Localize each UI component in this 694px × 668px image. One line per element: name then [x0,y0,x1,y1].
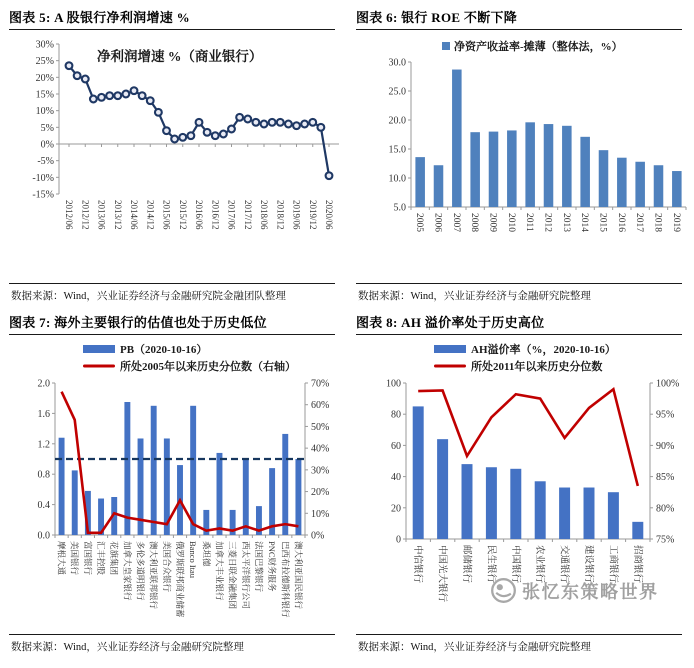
data-point [131,87,138,94]
data-point [261,121,268,128]
axis-tick-label: 95% [656,409,675,421]
watermark [490,577,659,604]
data-point [82,76,89,83]
axis-tick-label: 10% [311,508,330,520]
bar [632,522,643,539]
axis-tick-label: 20 [391,503,401,515]
data-point [139,92,146,99]
data-point [106,92,113,99]
bar [580,137,590,207]
x-axis-label: 建设银行 [583,545,593,584]
bar [562,126,572,207]
axis-tick-label: 25.0 [388,86,406,98]
legend-label: 所处2011年以来历史分位数 [471,361,603,373]
axis-tick-label: 30% [311,465,330,477]
x-axis-label: 2015 [597,213,608,232]
source-note: 数据来源：Wind，兴业证券经济与金融研究院整理 [358,291,591,302]
data-point [187,132,194,139]
data-point [309,119,316,126]
axis-tick-label: 20.0 [388,115,406,127]
x-axis-label: 三菱日联金融集团 [227,541,238,610]
data-point [122,91,129,98]
axis-tick-label: 5.0 [393,202,406,214]
x-axis-label: 邮储银行 [461,545,471,584]
page-title: 图表 7: 海外主要银行的估值也处于历史低位 [9,315,267,330]
data-point [171,136,178,143]
axis-tick-label: 30% [35,39,54,51]
data-point [293,122,300,129]
data-point [212,132,219,139]
x-axis-label: 2006 [432,213,443,232]
bar [654,165,664,207]
data-point [179,134,186,141]
bar [243,459,249,535]
axis-tick-label: 0% [40,139,54,151]
axis-tick-label: 50% [311,421,330,433]
axis-tick-label: 20% [311,487,330,499]
x-axis-label: 2013 [560,213,571,232]
axis-tick-label: 85% [656,472,675,484]
data-point [301,121,308,128]
x-axis-label: PNC财务服务 [267,541,278,592]
x-axis-label: 2019/06 [291,200,302,230]
x-axis-label: 招商银行 [631,545,642,584]
x-axis-label: 民生银行 [485,545,496,584]
bar [413,406,424,539]
bar [584,488,595,539]
legend-marker [83,365,115,368]
x-axis-label: 2012 [542,213,553,232]
bar [470,132,480,207]
x-axis-label: 澳大利亚国民银行 [293,541,304,610]
legend-label: PB（2020-10-16） [120,344,208,356]
bar [462,464,473,539]
data-point [114,92,121,99]
divider [356,334,682,335]
x-axis-label: 中国光大银行 [436,545,447,603]
bar [295,459,301,535]
bar [608,492,619,539]
axis-tick-label: 80 [391,409,401,421]
data-point [252,119,259,126]
x-axis-label: 加拿大皇家银行 [122,541,133,601]
axis-tick-label: 100 [386,378,401,390]
net-profit-growth-chart [9,32,356,282]
axis-tick-label: 10% [35,106,54,118]
x-axis-label: 多伦多道明银行 [135,541,146,601]
x-axis-label: 法国巴黎银行 [253,541,264,593]
data-point [66,62,73,69]
x-axis-label: 工商银行 [607,545,618,584]
axis-tick-label: 60 [391,440,401,452]
axis-tick-label: 0% [311,530,325,542]
x-axis-label: 2017 [634,213,645,232]
bank-roe-chart [356,32,694,282]
data-point [277,119,284,126]
x-axis-label: 2016 [615,213,626,232]
legend-marker [442,42,450,50]
overseas-banks-pb-chart [9,337,356,633]
axis-tick-label: 0.4 [37,500,50,512]
bar [437,439,448,539]
panel-fig7 [0,305,347,656]
x-axis-label: 2007 [450,213,461,232]
axis-tick-label: 75% [656,534,675,546]
axis-tick-label: 40 [391,472,401,484]
bar [617,158,627,207]
top-row [0,0,694,305]
data-point [90,96,97,103]
x-axis-label: 2018/06 [259,200,269,230]
divider [356,29,682,30]
page-title: 图表 8: AH 溢价率处于历史高位 [356,315,545,330]
axis-tick-label: 100% [656,378,680,390]
axis-tick-label: 80% [656,503,675,515]
bar [190,406,196,535]
x-axis-label: 2016/12 [210,200,221,230]
chart-inner-title: 净利润增速 %（商业银行） [97,49,263,64]
watermark-text: 张忆东策略世界 [522,581,659,602]
divider [9,334,335,335]
x-axis-label: 2015/12 [177,200,188,230]
page-title: 图表 6: 银行 ROE 不断下降 [356,10,518,25]
x-axis-label: 汇丰控股 [96,541,107,576]
x-axis-label: 2008 [469,213,480,232]
x-axis-label: 2010 [505,213,516,232]
bar [635,162,645,207]
x-axis-label: 巴西布拉德斯科银行 [280,541,291,618]
data-point [147,97,154,104]
data-point [269,119,276,126]
x-axis-label: 2015/06 [161,200,172,230]
x-axis-label: 摩根大通 [56,541,67,576]
page-title: 图表 5: A 股银行净利润增速 % [9,10,190,25]
source-note: 数据来源：Wind，兴业证券经济与金融研究院整理 [11,642,244,653]
x-axis-label: 西太平洋银行公司 [240,541,251,610]
x-axis-label: 美国合众银行 [161,541,172,593]
x-axis-label: 富国银行 [82,541,93,576]
axis-tick-label: 0.0 [37,530,50,542]
x-axis-label: 2011 [524,213,535,232]
axis-tick-label: -10% [32,172,54,184]
data-point [98,94,105,101]
axis-tick-label: 30.0 [388,57,406,69]
x-axis-label: 2018/12 [275,200,286,230]
axis-tick-label: -15% [32,189,54,201]
axis-tick-label: 40% [311,443,330,455]
bar [452,70,462,207]
panel-fig5 [0,0,347,305]
data-point [155,109,162,116]
bar [599,150,609,207]
data-point [236,114,243,121]
legend-marker [83,345,115,353]
legend-label: 净资产收益率-摊薄（整体法，%） [454,41,623,53]
x-axis-label: 桑坦德 [201,541,212,567]
bar [507,130,517,207]
x-axis-label: 2014/06 [129,200,139,230]
bar [124,402,130,535]
axis-tick-label: 15.0 [388,144,406,156]
x-axis-label: 俄罗斯联邦商业储蓄 [175,541,185,618]
x-axis-label: 2012/12 [80,200,91,230]
x-axis-label: 美国银行 [69,541,80,576]
x-axis-label: 2020/06 [324,200,334,230]
axis-tick-label: 20% [35,72,54,84]
bar [486,467,497,539]
x-axis-label: 花旗集团 [109,541,120,576]
x-axis-label: 2019/12 [307,200,318,230]
data-point [220,131,227,138]
x-axis-label: 2013/12 [112,200,123,230]
x-axis-label: 2013/06 [96,200,107,230]
bar [489,132,499,207]
x-axis-label: 澳大利亚联邦银行 [148,541,159,610]
bar [672,171,682,207]
data-point [285,121,292,128]
data-point [244,116,251,123]
legend-label: AH溢价率（%，2020-10-16） [471,344,616,356]
bar [510,469,521,539]
axis-tick-label: 15% [35,89,54,101]
x-axis-label: 2016/06 [194,200,204,230]
x-axis-label: 交通银行 [558,545,569,584]
x-axis-label: 2009 [487,213,498,232]
panel-fig6 [347,0,694,305]
source-note: 数据来源：Wind，兴业证券经济与金融研究院整理 [358,642,591,653]
bar [72,470,78,535]
data-point [74,72,81,79]
bar [59,438,65,535]
data-point [326,172,333,179]
x-axis-label: 2018 [652,213,663,232]
x-axis-label: 2012/06 [64,200,74,230]
x-axis-label: Banco Itau [188,541,199,579]
axis-tick-label: 1.6 [37,408,50,420]
axis-tick-label: 0.8 [37,469,50,481]
axis-tick-label: 5% [40,122,54,134]
bar [544,124,554,207]
axis-tick-label: 2.0 [37,378,50,390]
x-axis-label: 中国银行 [509,545,520,584]
x-axis-label: 2014/12 [145,200,156,230]
data-point [204,129,211,136]
axis-tick-label: 1.2 [37,439,50,451]
strategy-world-logo-icon [490,577,517,604]
x-axis-label: 农业银行 [534,545,545,584]
axis-tick-label: 60% [311,400,330,412]
bar [535,481,546,539]
bar [559,488,570,539]
x-axis-label: 2014 [579,213,590,232]
axis-tick-label: 25% [35,56,54,68]
data-point [196,119,203,126]
x-axis-label: 中信银行 [412,545,423,584]
x-axis-label: 2019 [670,213,681,232]
axis-tick-label: 70% [311,378,330,390]
bar [217,453,223,535]
x-axis-label: 加拿大丰业银行 [214,541,225,601]
bar [151,406,157,535]
legend-marker [434,365,466,368]
bar [282,434,288,535]
data-point [163,127,170,134]
data-point [317,124,324,131]
source-note: 数据来源：Wind，兴业证券经济与金融研究院金融团队整理 [11,291,286,302]
axis-tick-label: 0 [396,534,401,546]
axis-tick-label: 10.0 [388,173,406,185]
divider [9,29,335,30]
x-axis-label: 2005 [414,213,425,232]
axis-tick-label: -5% [37,156,54,168]
x-axis-label: 2017/06 [226,200,237,230]
bar [525,122,535,207]
legend-marker [434,345,466,353]
bar [434,165,444,207]
legend-label: 所处2005年以来历史分位数（右轴） [120,361,296,373]
bar [415,157,425,207]
axis-tick-label: 90% [656,440,675,452]
data-point [228,126,235,133]
line-series [418,389,638,486]
x-axis-label: 2017/12 [242,200,253,230]
